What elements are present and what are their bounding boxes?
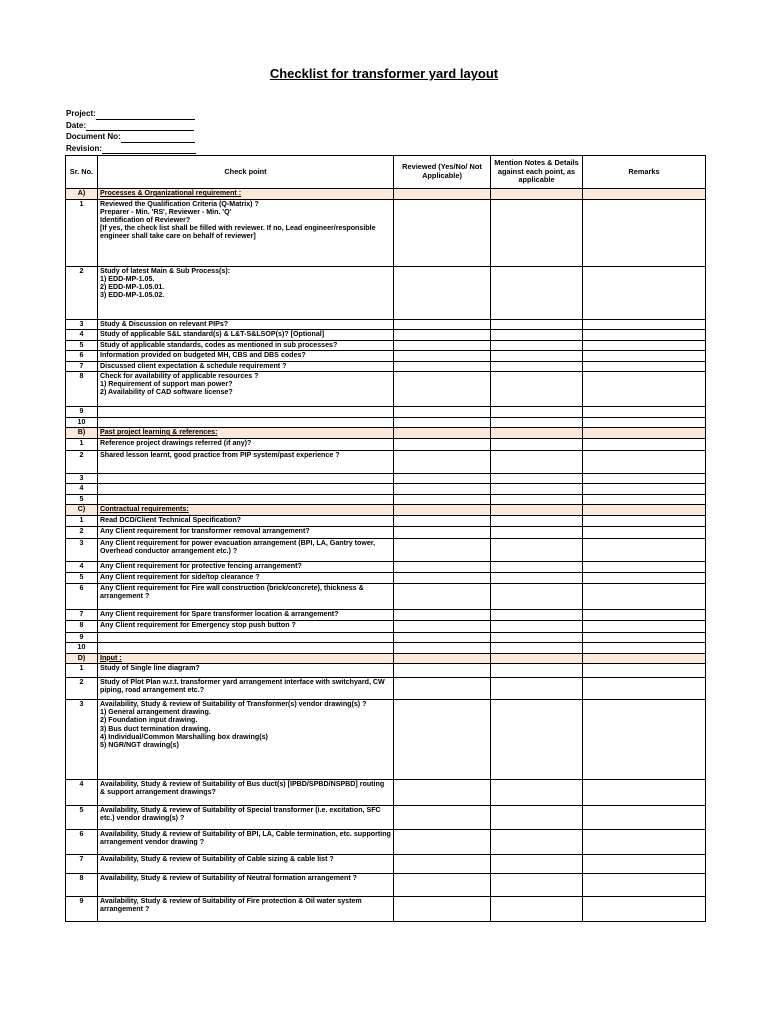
table-row (66, 361, 706, 372)
reviewed-cell[interactable] (394, 664, 491, 678)
table-row (66, 526, 706, 538)
project-row (66, 108, 196, 120)
table-row (66, 372, 706, 407)
revision-label: Revision: (66, 143, 103, 153)
reviewed-cell[interactable] (394, 620, 491, 632)
checklist-table (65, 155, 706, 922)
reviewed-cell[interactable] (394, 678, 491, 700)
check-point-cell: Study of Plot Plan w.r.t. transformer yard arrangement interface with switchyard, CW piping, road arrangement etc.? (98, 678, 394, 700)
notes-cell[interactable] (491, 407, 583, 418)
reviewed-cell[interactable] (394, 484, 491, 495)
notes-cell (491, 653, 583, 664)
reviewed-cell[interactable] (394, 361, 491, 372)
table-row (66, 830, 706, 855)
check-point-cell: Availability, Study & review of Suitability of Transformer(s) vendor drawing(s) ? 1) General arrangement drawing. 2) Foundation input drawing. 3) Bus duct termination drawing. 4) Individual/Common Marshalling box drawing(s) 5) NGR/NGT drawing(s) (98, 700, 394, 780)
sr-no-cell: 1 (66, 438, 98, 450)
remarks-cell[interactable] (583, 266, 706, 319)
check-point-cell (98, 473, 394, 484)
table-row (66, 330, 706, 341)
check-point-cell: Study of applicable S&L standard(s) & L&T-S&LSOP(s)? [Optional] (98, 330, 394, 341)
table-row (66, 515, 706, 526)
notes-cell[interactable] (491, 438, 583, 450)
remarks-cell[interactable] (583, 340, 706, 351)
notes-cell[interactable] (491, 484, 583, 495)
reviewed-cell[interactable] (394, 340, 491, 351)
reviewed-cell (394, 505, 491, 516)
check-point-cell: Any Client requirement for transformer removal arrangement? (98, 526, 394, 538)
sr-no-cell: 10 (66, 643, 98, 654)
check-point-cell: Study of applicable standards, codes as mentioned in sub processes? (98, 340, 394, 351)
notes-cell[interactable] (491, 494, 583, 505)
sr-no-cell: D) (66, 653, 98, 664)
reviewed-cell[interactable] (394, 407, 491, 418)
header-row (66, 156, 706, 189)
check-point-cell: Availability, Study & review of Suitability of Cable sizing & cable list ? (98, 855, 394, 874)
table-row (66, 874, 706, 897)
notes-cell[interactable] (491, 620, 583, 632)
sr-no-cell: 1 (66, 199, 98, 266)
sr-no-cell: 5 (66, 572, 98, 583)
reviewed-cell[interactable] (394, 538, 491, 561)
section-title-cell (98, 189, 394, 200)
page-title: Checklist for transformer yard layout (269, 66, 499, 81)
sr-no-cell: 6 (66, 351, 98, 362)
notes-cell[interactable] (491, 780, 583, 806)
notes-cell[interactable] (491, 874, 583, 897)
sr-no-cell: 10 (66, 417, 98, 428)
date-row (66, 120, 196, 132)
sr-no-cell: 1 (66, 664, 98, 678)
sr-no-cell: 2 (66, 450, 98, 473)
sr-no-cell: 3 (66, 319, 98, 330)
check-point-cell: Check for availability of applicable resources ? 1) Requirement of support man power? 2) Availability of CAD software license? (98, 372, 394, 407)
sr-no-cell: 3 (66, 538, 98, 561)
notes-cell[interactable] (491, 561, 583, 572)
sr-no-cell: B) (66, 428, 98, 439)
reviewed-cell[interactable] (394, 572, 491, 583)
remarks-cell[interactable] (583, 351, 706, 362)
section-row (66, 653, 706, 664)
table-row (66, 266, 706, 319)
check-point-cell: Any Client requirement for power evacuation arrangement (BPI, LA, Gantry tower, Overhead conductor arrangement etc.) ? (98, 538, 394, 561)
reviewed-cell[interactable] (394, 855, 491, 874)
table-row (66, 561, 706, 572)
check-point-cell: Reviewed the Qualification Criteria (Q-Matrix) ? Preparer - Min. 'RS', Reviewer - Min. 'Q' Identification of Reviewer? [If yes, the check list shall be filled with reviewer. If no, Lead engineer/responsible engineer shall take care on behalf of reviewer] (98, 199, 394, 266)
notes-cell[interactable] (491, 319, 583, 330)
check-point-cell: Study of latest Main & Sub Process(s): 1) EDD-MP-1.05. 2) EDD-MP-1.05.01. 3) EDD-MP-1.05.02. (98, 266, 394, 319)
project-field[interactable] (96, 110, 195, 120)
remarks-cell[interactable] (583, 830, 706, 855)
document-field[interactable] (121, 133, 195, 143)
check-point-cell: Availability, Study & review of Suitability of Neutral formation arrangement ? (98, 874, 394, 897)
notes-cell[interactable] (491, 643, 583, 654)
sr-no-cell: 4 (66, 780, 98, 806)
revision-field[interactable] (102, 144, 196, 154)
remarks-cell[interactable] (583, 361, 706, 372)
notes-cell[interactable] (491, 340, 583, 351)
notes-cell[interactable] (491, 855, 583, 874)
check-point-cell: Reference project drawings referred (if any)? (98, 438, 394, 450)
notes-cell (491, 428, 583, 439)
remarks-cell[interactable] (583, 897, 706, 922)
notes-cell[interactable] (491, 830, 583, 855)
reviewed-cell[interactable] (394, 583, 491, 609)
check-point-cell: Any Client requirement for side/top clearance ? (98, 572, 394, 583)
table-row (66, 407, 706, 418)
notes-cell (491, 505, 583, 516)
reviewed-cell[interactable] (394, 874, 491, 897)
remarks-cell[interactable] (583, 632, 706, 643)
check-point-cell: Read DCD/Client Technical Specification? (98, 515, 394, 526)
table-row (66, 340, 706, 351)
table-row (66, 609, 706, 620)
sr-no-cell: 2 (66, 678, 98, 700)
check-point-cell: Information provided on budgeted MH, CBS and DBS codes? (98, 351, 394, 362)
check-point-cell (98, 407, 394, 418)
check-point-cell: Any Client requirement for Fire wall construction (brick/concrete), thickness & arrangement ? (98, 583, 394, 609)
remarks-cell[interactable] (583, 407, 706, 418)
check-point-cell: Study & Discussion on relevant PIPs? (98, 319, 394, 330)
reviewed-cell[interactable] (394, 450, 491, 473)
check-point-cell: Availability, Study & review of Suitability of Special transformer (i.e. excitation, SFC etc.) vendor drawing(s) ? (98, 806, 394, 830)
remarks-cell[interactable] (583, 372, 706, 407)
reviewed-cell[interactable] (394, 609, 491, 620)
notes-cell[interactable] (491, 351, 583, 362)
notes-cell[interactable] (491, 572, 583, 583)
checklist-body (66, 189, 706, 922)
notes-cell[interactable] (491, 538, 583, 561)
table-row (66, 319, 706, 330)
reviewed-cell[interactable] (394, 561, 491, 572)
check-point-cell: Availability, Study & review of Suitability of BPI, LA, Cable termination, etc. supporting arrangement vendor drawing ? (98, 830, 394, 855)
section-title: Processes & Organizational requirement : (100, 189, 242, 197)
sr-no-cell: C) (66, 505, 98, 516)
section-row (66, 505, 706, 516)
notes-cell[interactable] (491, 361, 583, 372)
sr-no-cell: 8 (66, 372, 98, 407)
sr-no-cell: 9 (66, 632, 98, 643)
section-title-cell (98, 653, 394, 664)
remarks-cell[interactable] (583, 643, 706, 654)
sr-no-cell: 2 (66, 526, 98, 538)
sr-no-cell: 8 (66, 874, 98, 897)
document-meta (66, 108, 196, 154)
reviewed-cell[interactable] (394, 780, 491, 806)
notes-cell[interactable] (491, 473, 583, 484)
notes-cell[interactable] (491, 199, 583, 266)
check-point-cell: Availability, Study & review of Suitability of Bus duct(s) [IPBD/SPBD/NSPBD] routing & support arrangement drawings? (98, 780, 394, 806)
remarks-cell[interactable] (583, 450, 706, 473)
remarks-cell (583, 428, 706, 439)
remarks-cell[interactable] (583, 700, 706, 780)
check-point-cell (98, 484, 394, 495)
remarks-cell[interactable] (583, 319, 706, 330)
remarks-cell (583, 653, 706, 664)
sr-no-cell: 5 (66, 494, 98, 505)
sr-no-cell: A) (66, 189, 98, 200)
check-point-cell: Any Client requirement for Spare transformer location & arrangement? (98, 609, 394, 620)
remarks-cell[interactable] (583, 494, 706, 505)
section-row (66, 428, 706, 439)
table-row (66, 806, 706, 830)
notes-header: Mention Notes & Details against each point, as applicable (491, 156, 583, 189)
reviewed-cell[interactable] (394, 897, 491, 922)
table-row (66, 417, 706, 428)
reviewed-cell[interactable] (394, 632, 491, 643)
notes-cell (491, 189, 583, 200)
sr-no-cell: 8 (66, 620, 98, 632)
section-title-cell (98, 505, 394, 516)
table-row (66, 351, 706, 362)
table-row (66, 494, 706, 505)
sr-no-cell: 7 (66, 609, 98, 620)
reviewed-cell[interactable] (394, 266, 491, 319)
sr-no-cell: 9 (66, 407, 98, 418)
reviewed-cell[interactable] (394, 515, 491, 526)
remarks-cell[interactable] (583, 780, 706, 806)
table-row (66, 538, 706, 561)
reviewed-cell[interactable] (394, 438, 491, 450)
reviewed-cell[interactable] (394, 330, 491, 341)
remarks-cell[interactable] (583, 526, 706, 538)
remarks-cell[interactable] (583, 874, 706, 897)
table-row (66, 583, 706, 609)
check-point-cell: Study of Single line diagram? (98, 664, 394, 678)
notes-cell[interactable] (491, 806, 583, 830)
sr-no-cell: 6 (66, 583, 98, 609)
check-point-cell: Any Client requirement for Emergency stop push button ? (98, 620, 394, 632)
sr-no-cell: 4 (66, 561, 98, 572)
notes-cell[interactable] (491, 664, 583, 678)
check-point-cell (98, 632, 394, 643)
date-label: Date: (66, 120, 87, 130)
reviewed-cell[interactable] (394, 372, 491, 407)
remarks-cell[interactable] (583, 484, 706, 495)
sr-no-cell: 6 (66, 830, 98, 855)
section-title: Input : (100, 653, 122, 662)
remarks-cell[interactable] (583, 806, 706, 830)
table-row (66, 438, 706, 450)
reviewed-cell[interactable] (394, 417, 491, 428)
notes-cell[interactable] (491, 632, 583, 643)
sr-no-cell: 7 (66, 361, 98, 372)
notes-cell[interactable] (491, 450, 583, 473)
section-title: Contractual requirements: (100, 505, 189, 513)
table-row (66, 199, 706, 266)
sr-no-cell: 5 (66, 806, 98, 830)
remarks-cell[interactable] (583, 620, 706, 632)
notes-cell[interactable] (491, 266, 583, 319)
remarks-cell[interactable] (583, 417, 706, 428)
remarks-cell[interactable] (583, 664, 706, 678)
document-label: Document No: (66, 132, 121, 142)
remarks-cell[interactable] (583, 473, 706, 484)
section-title: Past project learning & references: (100, 428, 218, 436)
check-point-cell: Shared lesson learnt, good practice from PIP system/past experience ? (98, 450, 394, 473)
reviewed-cell[interactable] (394, 473, 491, 484)
check-point-cell: Discussed client expectation & schedule requirement ? (98, 361, 394, 372)
table-row (66, 855, 706, 874)
sr-no-cell: 2 (66, 266, 98, 319)
notes-cell[interactable] (491, 330, 583, 341)
section-title-cell (98, 428, 394, 439)
table-row (66, 643, 706, 654)
notes-cell[interactable] (491, 417, 583, 428)
table-row (66, 700, 706, 780)
reviewed-cell[interactable] (394, 319, 491, 330)
reviewed-cell[interactable] (394, 830, 491, 855)
remarks-cell[interactable] (583, 515, 706, 526)
sr-no-cell: 7 (66, 855, 98, 874)
notes-cell[interactable] (491, 526, 583, 538)
reviewed-cell[interactable] (394, 700, 491, 780)
reviewed-header: Reviewed (Yes/No/ Not Applicable) (394, 156, 491, 189)
notes-cell[interactable] (491, 897, 583, 922)
sr-no-cell: 5 (66, 340, 98, 351)
remarks-header: Remarks (583, 156, 706, 189)
check-point-cell: Any Client requirement for protective fencing arrangement? (98, 561, 394, 572)
table-row (66, 484, 706, 495)
remarks-cell[interactable] (583, 609, 706, 620)
reviewed-cell[interactable] (394, 806, 491, 830)
table-row (66, 678, 706, 700)
table-row (66, 664, 706, 678)
revision-row (66, 143, 196, 155)
date-field[interactable] (86, 121, 194, 131)
sr-no-header: Sr. No. (66, 156, 98, 189)
table-row (66, 897, 706, 922)
sr-no-cell: 3 (66, 473, 98, 484)
table-row (66, 572, 706, 583)
sr-no-cell: 4 (66, 484, 98, 495)
remarks-cell[interactable] (583, 538, 706, 561)
reviewed-cell (394, 189, 491, 200)
section-row (66, 189, 706, 200)
reviewed-cell[interactable] (394, 199, 491, 266)
remarks-cell (583, 505, 706, 516)
remarks-cell[interactable] (583, 330, 706, 341)
sr-no-cell: 4 (66, 330, 98, 341)
sr-no-cell: 1 (66, 515, 98, 526)
check-point-cell: Availability, Study & review of Suitability of Fire protection & Oil water system arrangement ? (98, 897, 394, 922)
remarks-cell[interactable] (583, 572, 706, 583)
reviewed-cell[interactable] (394, 643, 491, 654)
notes-cell[interactable] (491, 700, 583, 780)
remarks-cell[interactable] (583, 561, 706, 572)
remarks-cell[interactable] (583, 438, 706, 450)
check-point-cell (98, 417, 394, 428)
check-point-cell (98, 494, 394, 505)
project-label: Project: (66, 109, 96, 118)
notes-cell[interactable] (491, 515, 583, 526)
remarks-cell[interactable] (583, 583, 706, 609)
table-row (66, 780, 706, 806)
notes-cell[interactable] (491, 678, 583, 700)
reviewed-cell[interactable] (394, 351, 491, 362)
table-row (66, 632, 706, 643)
reviewed-cell[interactable] (394, 494, 491, 505)
remarks-cell[interactable] (583, 678, 706, 700)
check-point-header: Check point (98, 156, 394, 189)
notes-cell[interactable] (491, 609, 583, 620)
reviewed-cell[interactable] (394, 526, 491, 538)
remarks-cell (583, 189, 706, 200)
reviewed-cell (394, 653, 491, 664)
notes-cell[interactable] (491, 583, 583, 609)
table-row (66, 473, 706, 484)
table-row (66, 620, 706, 632)
document-row (66, 131, 196, 143)
sr-no-cell: 9 (66, 897, 98, 922)
remarks-cell[interactable] (583, 199, 706, 266)
notes-cell[interactable] (491, 372, 583, 407)
table-row (66, 450, 706, 473)
remarks-cell[interactable] (583, 855, 706, 874)
check-point-cell (98, 643, 394, 654)
reviewed-cell (394, 428, 491, 439)
sr-no-cell: 3 (66, 700, 98, 780)
